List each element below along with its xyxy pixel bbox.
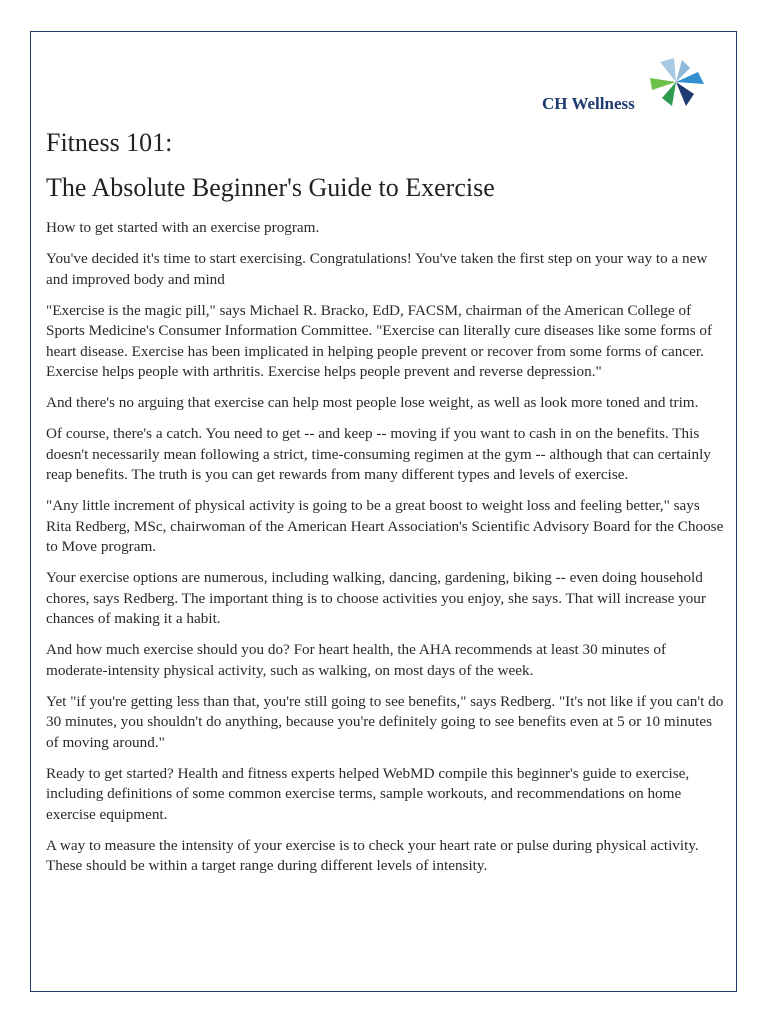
- paragraph: And there's no arguing that exercise can help most people lose weight, as well as look more toned and trim.: [46, 394, 699, 411]
- page-title-line1: Fitness 101:: [46, 128, 173, 157]
- paragraph: And how much exercise should you do? For heart health, the AHA recommends at least 30 minutes of moderate-intensity physical activity, such as walking, on most days of the week.: [46, 641, 667, 679]
- article-body: [46, 218, 726, 887]
- logo-blade-lightblue: [660, 58, 676, 82]
- brand-name: CH Wellness: [542, 94, 635, 113]
- paragraph: Your exercise options are numerous, including walking, dancing, gardening, biking -- even doing household chores, says Redberg. The important thing is to choose activities you enjoy, she says. That will increase your chances of making it a habit.: [46, 569, 706, 627]
- paragraph: Ready to get started? Health and fitness experts helped WebMD compile this beginner's guide to exercise, including definitions of some common exercise terms, sample workouts, and recommendations on home exercise equipment.: [46, 764, 690, 823]
- page-title-line2: The Absolute Beginner's Guide to Exercise: [46, 173, 495, 202]
- paragraph: "Any little increment of physical activity is going to be a great boost to weight loss and feeling better," says Rita Redberg, MSc, chairwoman of the American Heart Association's Scientific Advisory Board for the Choose to Move program.: [46, 497, 724, 555]
- paragraph: Of course, there's a catch. You need to get -- and keep -- moving if you want to cash in on the benefits. This doesn't necessarily mean following a strict, time-consuming regimen at the gym -- although that can certainly reap benefits. The truth is you can get rewards from many different types and levels of exercise.: [46, 425, 711, 483]
- paragraph: "Exercise is the magic pill," says Michael R. Bracko, EdD, FACSM, chairman of the American College of Sports Medicine's Consumer Information Committee. "Exercise can literally cure diseases like some forms of heart disease. Exercise has been implicated in helping people prevent or recover from some forms of cancer. Exercise helps people with arthritis. Exercise helps people prevent and reverse depression.": [46, 301, 713, 380]
- paragraph: A way to measure the intensity of your exercise is to check your heart rate or pulse during physical activity. These should be within a target range during different levels of intensity.: [46, 836, 699, 874]
- paragraph: Yet "if you're getting less than that, you're still going to see benefits," says Redberg. "It's not like if you can't do 30 minutes, you shouldn't do anything, because you're definitely going to see benefits even at 5 or 10 minutes of moving around.": [46, 692, 724, 751]
- paragraph-intro: How to get started with an exercise program.: [46, 219, 320, 236]
- pinwheel-logo-icon: [646, 54, 708, 110]
- paragraph: You've decided it's time to start exercising. Congratulations! You've taken the first step on your way to a new and improved body and mind: [46, 250, 708, 288]
- logo-blade-navy: [676, 82, 694, 106]
